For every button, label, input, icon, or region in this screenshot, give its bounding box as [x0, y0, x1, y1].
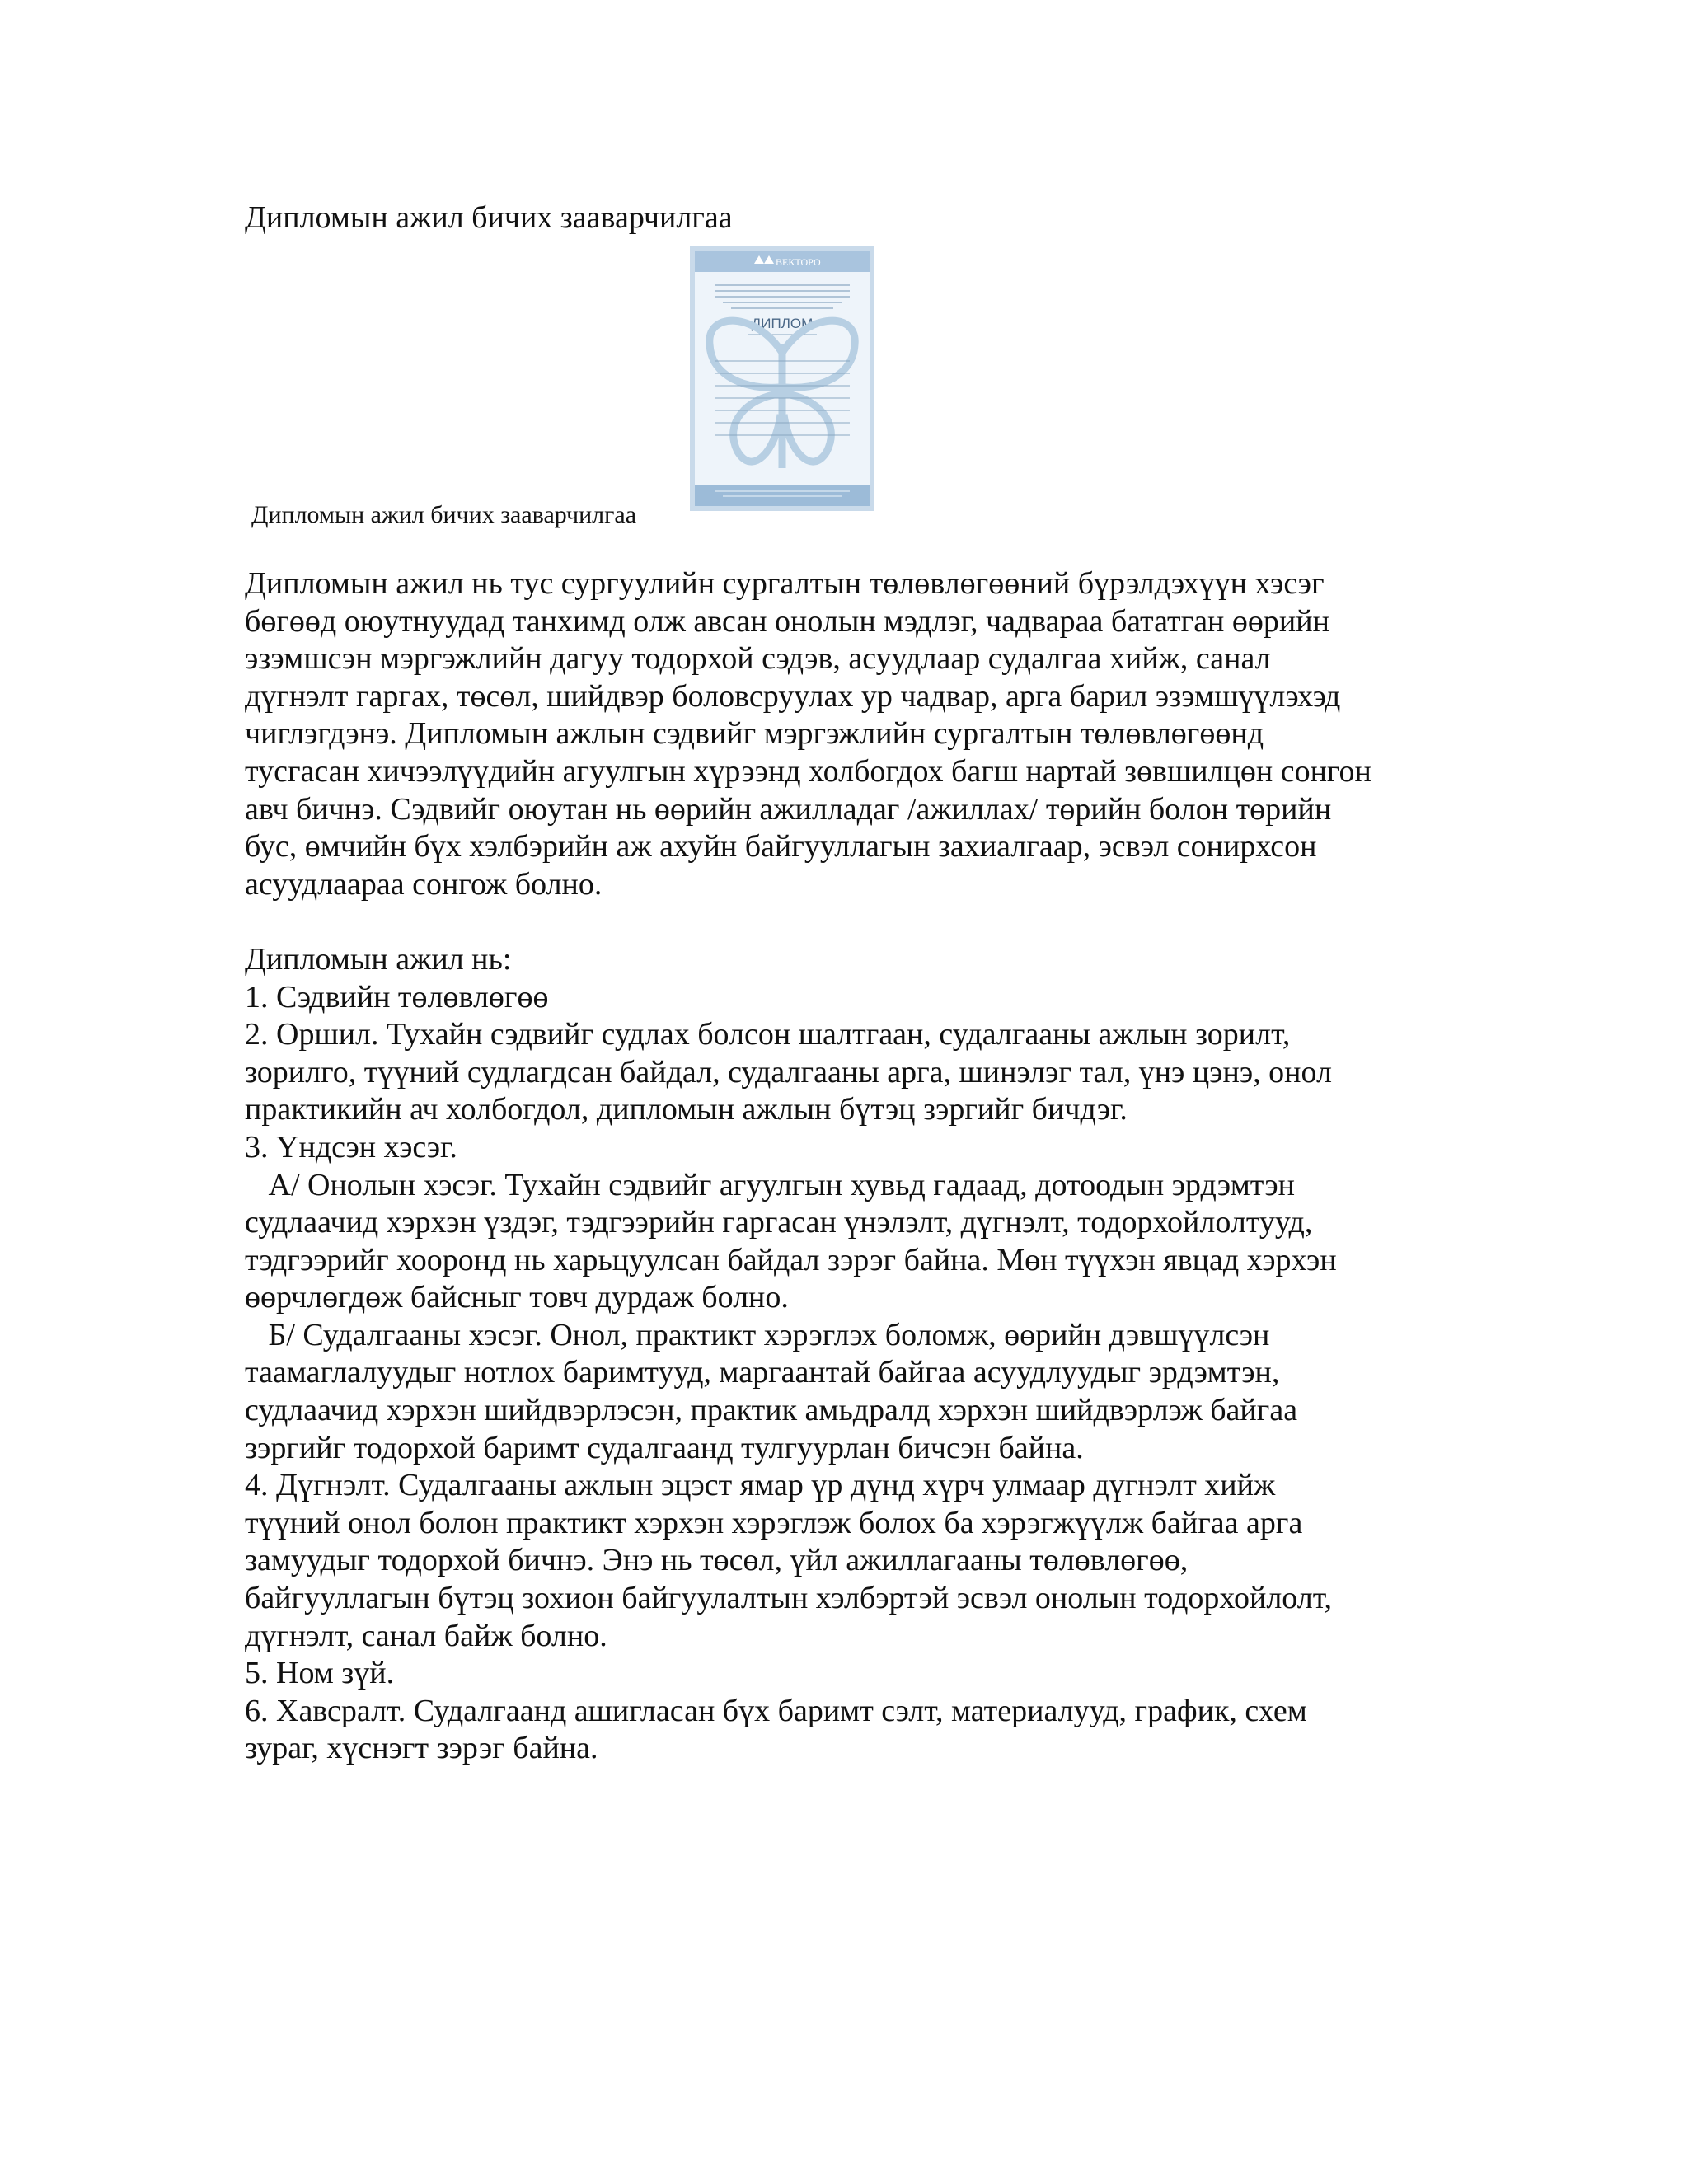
- text-line: тэдгээрийг хооронд нь харьцуулсан байдал зэрэг байна. Мөн түүхэн явцад хэрхэн: [245, 1242, 1337, 1277]
- text-line: эзэмшсэн мэргэжлийн дагуу тодорхой сэдэв, асуудлаар судалгаа хийж, санал: [245, 641, 1271, 677]
- text-line: дүгнэлт гаргах, төсөл, шийдвэр боловсруулах ур чадвар, арга барил эзэмшүүлэхэд: [245, 678, 1341, 714]
- text-line: тусгасан хичээлүүдийн агуулгын хүрээнд холбогдох багш нартай зөвшилцөн сонгон: [245, 753, 1372, 789]
- text-line: Дипломын ажил нь тус сургуулийн сургалтын төлөвлөгөөний бүрэлдэхүүн хэсэг: [245, 566, 1325, 601]
- text-line: авч бичнэ. Сэдвийг оюутан нь өөрийн ажилладаг /ажиллах/ төрийн болон төрийн: [245, 791, 1332, 827]
- structure-section: [245, 941, 1465, 1768]
- text-line: дүгнэлт, санал байж болно.: [245, 1618, 607, 1653]
- thumbnail-header-text: ВЕКТОРО: [776, 256, 821, 268]
- text-line: байгууллагын бүтэц зохион байгуулалтын хэлбэртэй эсвэл онолын тодорхойлолт,: [245, 1581, 1332, 1616]
- list-item-appendix: 6. Хавсралт. Судалгаанд ашигласан бүх баримт сэлт, материалууд, график, схем: [245, 1693, 1307, 1728]
- sub-item-theory: А/ Онолын хэсэг. Тухайн сэдвийг агуулгын хувьд гадаад, дотоодын эрдэмтэн: [245, 1167, 1295, 1202]
- intro-paragraph: [245, 565, 1465, 903]
- text-line: бөгөөд оюутнуудад танхимд олж авсан онолын мэдлэг, чадвараа бататган өөрийн: [245, 603, 1329, 639]
- diploma-illustration: [690, 246, 874, 511]
- paragraph-spacer: [245, 903, 1465, 941]
- text-line: зорилго, түүний судлагдсан байдал, судалгааны арга, шинэлэг тал, үнэ цэнэ, онол: [245, 1054, 1332, 1090]
- thumbnail-heading: ДИПЛОМ: [751, 316, 814, 331]
- document-body: [245, 565, 1465, 1768]
- diploma-thumbnail-image: [690, 246, 874, 511]
- text-line: судлаачид хэрхэн үздэг, тэдгээрийн гаргасан үнэлэлт, дүгнэлт, тодорхойлолтууд,: [245, 1205, 1313, 1240]
- text-line: таамаглалуудыг нотлох баримтууд, маргаантай байгаа асуудлуудыг эрдэмтэн,: [245, 1355, 1280, 1390]
- thumbnail-footer-band: [695, 485, 870, 506]
- text-line: асуудлаараа сонгож болно.: [245, 866, 603, 902]
- figure-caption: Дипломын ажил бичих зааварчилгаа: [251, 501, 637, 528]
- section-heading: Дипломын ажил нь:: [245, 941, 512, 977]
- text-line: замуудыг тодорхой бичнэ. Энэ нь төсөл, үйл ажиллагааны төлөвлөгөө,: [245, 1543, 1189, 1578]
- text-line: практикийн ач холбогдол, дипломын ажлын бүтэц зэргийг бичдэг.: [245, 1092, 1128, 1127]
- list-item-bibliography: 5. Ном зүй.: [245, 1656, 395, 1691]
- list-item-conclusion: 4. Дүгнэлт. Судалгааны ажлын эцэст ямар үр дүнд хүрч улмаар дүгнэлт хийж: [245, 1468, 1276, 1503]
- text-line: зэргийг тодорхой баримт судалгаанд тулгуурлан бичсэн байна.: [245, 1430, 1084, 1465]
- text-line: зураг, хүснэгт зэрэг байна.: [245, 1731, 598, 1766]
- document-title: Дипломын ажил бичих зааварчилгаа: [245, 200, 733, 235]
- text-line: түүний онол болон практикт хэрхэн хэрэглэж болох ба хэрэгжүүлж байгаа арга: [245, 1505, 1303, 1540]
- text-line: өөрчлөгдөж байсныг товч дурдаж болно.: [245, 1280, 789, 1315]
- list-item-main-part: 3. Үндсэн хэсэг.: [245, 1129, 457, 1165]
- list-item-plan: 1. Сэдвийн төлөвлөгөө: [245, 979, 549, 1015]
- text-line: бус, өмчийн бүх хэлбэрийн аж ахуйн байгууллагын захиалгаар, эсвэл сонирхсон: [245, 829, 1317, 865]
- text-line: судлаачид хэрхэн шийдвэрлэсэн, практик амьдралд хэрхэн шийдвэрлэж байгаа: [245, 1393, 1298, 1428]
- sub-item-research: Б/ Судалгааны хэсэг. Онол, практикт хэрэглэх боломж, өөрийн дэвшүүлсэн: [245, 1317, 1270, 1352]
- list-item-introduction: 2. Оршил. Тухайн сэдвийг судлах болсон шалтгаан, судалгааны ажлын зорилт,: [245, 1017, 1291, 1052]
- text-line: чиглэгдэнэ. Дипломын ажлын сэдвийг мэргэжлийн сургалтын төлөвлөгөөнд: [245, 716, 1264, 752]
